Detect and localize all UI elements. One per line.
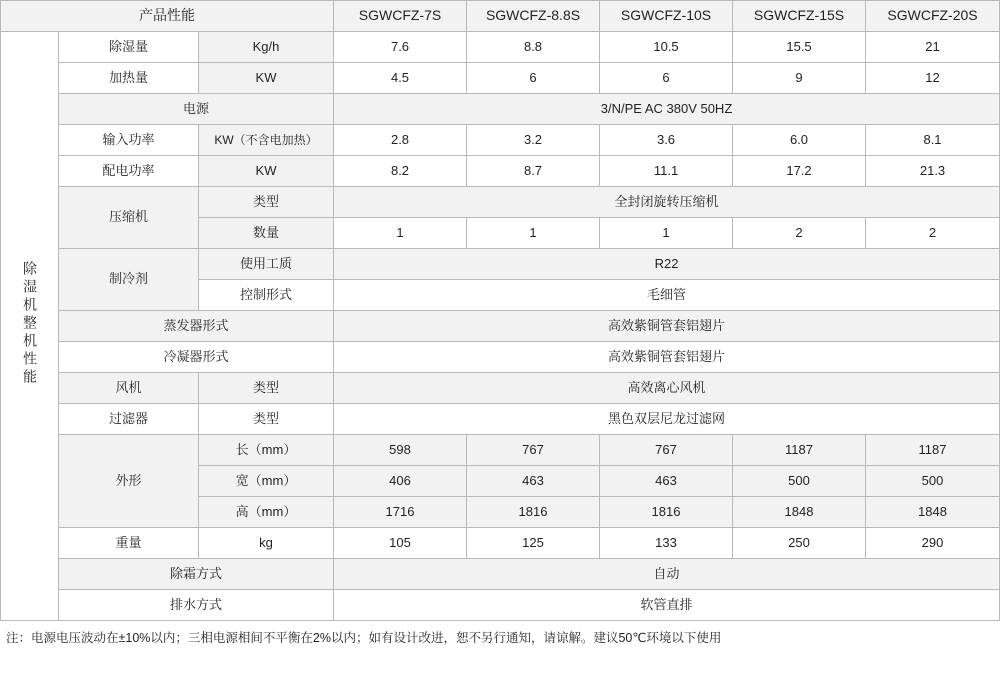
table-row <box>1 187 1000 218</box>
side-label-text: 除湿机整机性能 <box>22 260 38 387</box>
row-value: 21 <box>866 32 1000 63</box>
row-value: 500 <box>866 466 1000 497</box>
table-row <box>1 559 1000 590</box>
row-item-label: 压缩机 <box>59 187 199 249</box>
row-value: 21.3 <box>866 156 1000 187</box>
row-value: 1 <box>600 218 733 249</box>
row-span-value: 自动 <box>334 559 1000 590</box>
row-value: 406 <box>334 466 467 497</box>
row-value: 15.5 <box>733 32 866 63</box>
row-value: 2 <box>866 218 1000 249</box>
row-value: 8.8 <box>467 32 600 63</box>
row-unit-label: Kg/h <box>199 32 334 63</box>
table-header-row <box>1 1 1000 32</box>
table-row <box>1 311 1000 342</box>
row-value: 463 <box>467 466 600 497</box>
row-value: 1848 <box>733 497 866 528</box>
row-value: 8.7 <box>467 156 600 187</box>
table-row <box>1 590 1000 621</box>
row-value: 17.2 <box>733 156 866 187</box>
table-row <box>1 373 1000 404</box>
row-value: 6.0 <box>733 125 866 156</box>
row-item-label: 蒸发器形式 <box>59 311 334 342</box>
row-value: 11.1 <box>600 156 733 187</box>
row-value: 4.5 <box>334 63 467 94</box>
row-item-label: 加热量 <box>59 63 199 94</box>
row-value: 463 <box>600 466 733 497</box>
row-item-label: 外形 <box>59 435 199 528</box>
row-unit-label: 宽（mm） <box>199 466 334 497</box>
header-model-2: SGWCFZ-8.8S <box>467 1 600 32</box>
row-value: 3.6 <box>600 125 733 156</box>
table-row <box>1 32 1000 63</box>
table-row <box>1 435 1000 466</box>
table-row <box>1 404 1000 435</box>
row-span-value: 全封闭旋转压缩机 <box>334 187 1000 218</box>
header-model-1: SGWCFZ-7S <box>334 1 467 32</box>
table-row <box>1 249 1000 280</box>
row-item-label: 风机 <box>59 373 199 404</box>
row-item-label: 配电功率 <box>59 156 199 187</box>
row-value: 1816 <box>467 497 600 528</box>
row-span-value: 3/N/PE AC 380V 50HZ <box>334 94 1000 125</box>
row-value: 1 <box>334 218 467 249</box>
row-item-label: 排水方式 <box>59 590 334 621</box>
table-row <box>1 156 1000 187</box>
row-unit-label: KW <box>199 63 334 94</box>
header-model-5: SGWCFZ-20S <box>866 1 1000 32</box>
row-value: 105 <box>334 528 467 559</box>
row-value: 133 <box>600 528 733 559</box>
row-unit-label: 类型 <box>199 404 334 435</box>
row-item-label: 制冷剂 <box>59 249 199 311</box>
row-span-value: 软管直排 <box>334 590 1000 621</box>
row-value: 2 <box>733 218 866 249</box>
row-value: 1187 <box>866 435 1000 466</box>
header-title: 产品性能 <box>1 1 334 32</box>
row-span-value: 高效离心风机 <box>334 373 1000 404</box>
row-unit-label: KW <box>199 156 334 187</box>
row-value: 767 <box>467 435 600 466</box>
row-value: 12 <box>866 63 1000 94</box>
row-span-value: 高效紫铜管套铝翅片 <box>334 342 1000 373</box>
row-value: 500 <box>733 466 866 497</box>
table-row <box>1 528 1000 559</box>
row-span-value: 高效紫铜管套铝翅片 <box>334 311 1000 342</box>
footnote-wrapper <box>0 621 1000 646</box>
row-span-value: 黑色双层尼龙过滤网 <box>334 404 1000 435</box>
row-unit-label: 控制形式 <box>199 280 334 311</box>
row-value: 250 <box>733 528 866 559</box>
row-span-value: 毛细管 <box>334 280 1000 311</box>
row-value: 9 <box>733 63 866 94</box>
row-item-label: 电源 <box>59 94 334 125</box>
row-value: 7.6 <box>334 32 467 63</box>
row-value: 1716 <box>334 497 467 528</box>
table-row <box>1 342 1000 373</box>
row-value: 8.2 <box>334 156 467 187</box>
row-value: 1816 <box>600 497 733 528</box>
row-unit-label: KW（不含电加热） <box>199 125 334 156</box>
row-unit-label: 类型 <box>199 373 334 404</box>
row-value: 290 <box>866 528 1000 559</box>
side-label-cell <box>1 32 59 621</box>
row-item-label: 除湿量 <box>59 32 199 63</box>
row-value: 3.2 <box>467 125 600 156</box>
row-value: 2.8 <box>334 125 467 156</box>
row-value: 598 <box>334 435 467 466</box>
header-model-4: SGWCFZ-15S <box>733 1 866 32</box>
row-unit-label: kg <box>199 528 334 559</box>
row-value: 6 <box>467 63 600 94</box>
row-value: 767 <box>600 435 733 466</box>
row-unit-label: 长（mm） <box>199 435 334 466</box>
header-model-3: SGWCFZ-10S <box>600 1 733 32</box>
table-row <box>1 125 1000 156</box>
row-item-label: 冷凝器形式 <box>59 342 334 373</box>
row-span-value: R22 <box>334 249 1000 280</box>
row-item-label: 过滤器 <box>59 404 199 435</box>
row-value: 10.5 <box>600 32 733 63</box>
row-unit-label: 数量 <box>199 218 334 249</box>
table-row <box>1 63 1000 94</box>
row-value: 8.1 <box>866 125 1000 156</box>
table-row <box>1 94 1000 125</box>
row-value: 1848 <box>866 497 1000 528</box>
row-value: 6 <box>600 63 733 94</box>
row-item-label: 除霜方式 <box>59 559 334 590</box>
row-item-label: 输入功率 <box>59 125 199 156</box>
footnote-text: 注：电源电压波动在±10%以内；三相电源相间不平衡在2%以内；如有设计改进，恕不另行通知，请谅解。建议50℃环境以下使用 <box>6 631 722 645</box>
row-value: 1 <box>467 218 600 249</box>
row-unit-label: 类型 <box>199 187 334 218</box>
row-value: 1187 <box>733 435 866 466</box>
row-unit-label: 使用工质 <box>199 249 334 280</box>
row-unit-label: 高（mm） <box>199 497 334 528</box>
row-item-label: 重量 <box>59 528 199 559</box>
row-value: 125 <box>467 528 600 559</box>
